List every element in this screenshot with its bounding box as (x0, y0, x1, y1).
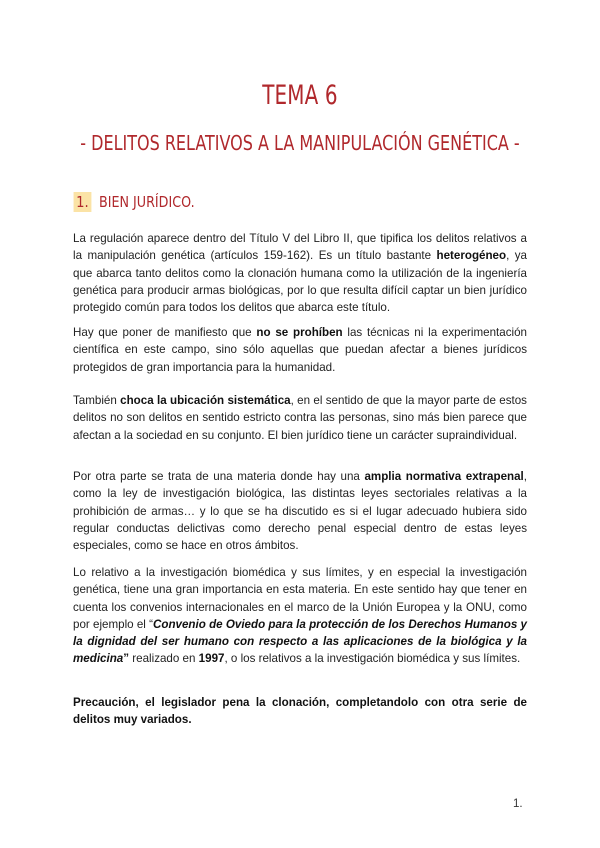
paragraph-5-text-f: , o los relativos a la investigación biomédica y sus límites. (224, 652, 521, 666)
paragraph-1-text-c: , ya que abarca tanto delitos como la clonación humana como la utilización de la ingeniería genética para producir armas biológicas, por lo que resulta difícil captar un bien jurídico protegido común para todos los delitos que abarca este título. (73, 249, 528, 315)
paragraph-6-warning: Precaución, el legislador pena la clonación, completandolo con otra serie de delitos muy variados. (73, 696, 527, 727)
paragraph-2-text-c: las técnicas ni la experimentación científica en este campo, sino sólo aquellas que puedan afectar a bienes jurídicos protegidos de gran importancia para la humanidad. (73, 326, 527, 374)
paragraph-4 (73, 468, 527, 554)
paragraph-1 (73, 230, 527, 316)
paragraph-5-quote-close: ” (123, 652, 130, 666)
paragraph-3-text-a: También (73, 394, 121, 407)
page-number: 1. (513, 798, 523, 810)
paragraph-3-text-c: , en el sentido de que la mayor parte de estos delitos no son delitos en sentido estricto contra las personas, sino más bien parece que afectan a la sociedad en su conjunto. El bien jurídico tiene un carácter supraindividual. (73, 394, 527, 442)
paragraph-3-bold: choca la ubicación sistemática (120, 394, 291, 407)
paragraph-2 (73, 324, 527, 376)
paragraph-5-convention-title: Convenio de Oviedo para la protección de los Derechos Humanos y la dignidad del ser humano con respecto a las aplicaciones de la biológica y la medicina (73, 617, 527, 666)
page-title: TEMA 6 (262, 80, 338, 111)
paragraph-1-text-a: La regulación aparece dentro del Título V del Libro II, que tipifica los delitos relativos a la manipulación genética (artículos 159-162). Es un título bastante (73, 232, 527, 263)
paragraph-5 (73, 564, 527, 668)
page-subtitle: - DELITOS RELATIVOS A LA MANIPULACIÓN GENÉTICA - (80, 131, 520, 155)
section-number: 1. (74, 192, 92, 212)
paragraph-4-bold: amplia normativa extrapenal (364, 470, 524, 483)
paragraph-3 (73, 392, 527, 444)
paragraph-5-text-a: Lo relativo a la investigación biomédica y sus límites, y en especial la investigación genética, tiene una gran importancia en esta materia. En este sentido hay que tener en cuenta los convenios internacionales en el marco de la Unión Europea y la ONU, como por ejemplo el “ (73, 566, 527, 631)
paragraph-4-text-c: , como la ley de investigación biológica, las distintas leyes sectoriales relativas a la prohibición de armas… y lo que se ha discutido es si el lugar adecuado hubiera sido regular conductas delictivas como derecho penal especial dentro de estas leyes especiales, como se hace en otros ámbitos. (73, 470, 528, 553)
paragraph-2-bold: no se prohíben (256, 326, 343, 339)
section-title: BIEN JURÍDICO. (98, 193, 195, 211)
section-heading (72, 192, 215, 212)
paragraph-1-bold: heterogéneo (436, 249, 507, 263)
paragraph-4-text-a: Por otra parte se trata de una materia donde hay una (73, 470, 365, 483)
paragraph-2-text-a: Hay que poner de manifiesto que (73, 326, 257, 339)
paragraph-5-text-d: realizado en (129, 652, 199, 666)
paragraph-5-year: 1997 (198, 652, 225, 666)
